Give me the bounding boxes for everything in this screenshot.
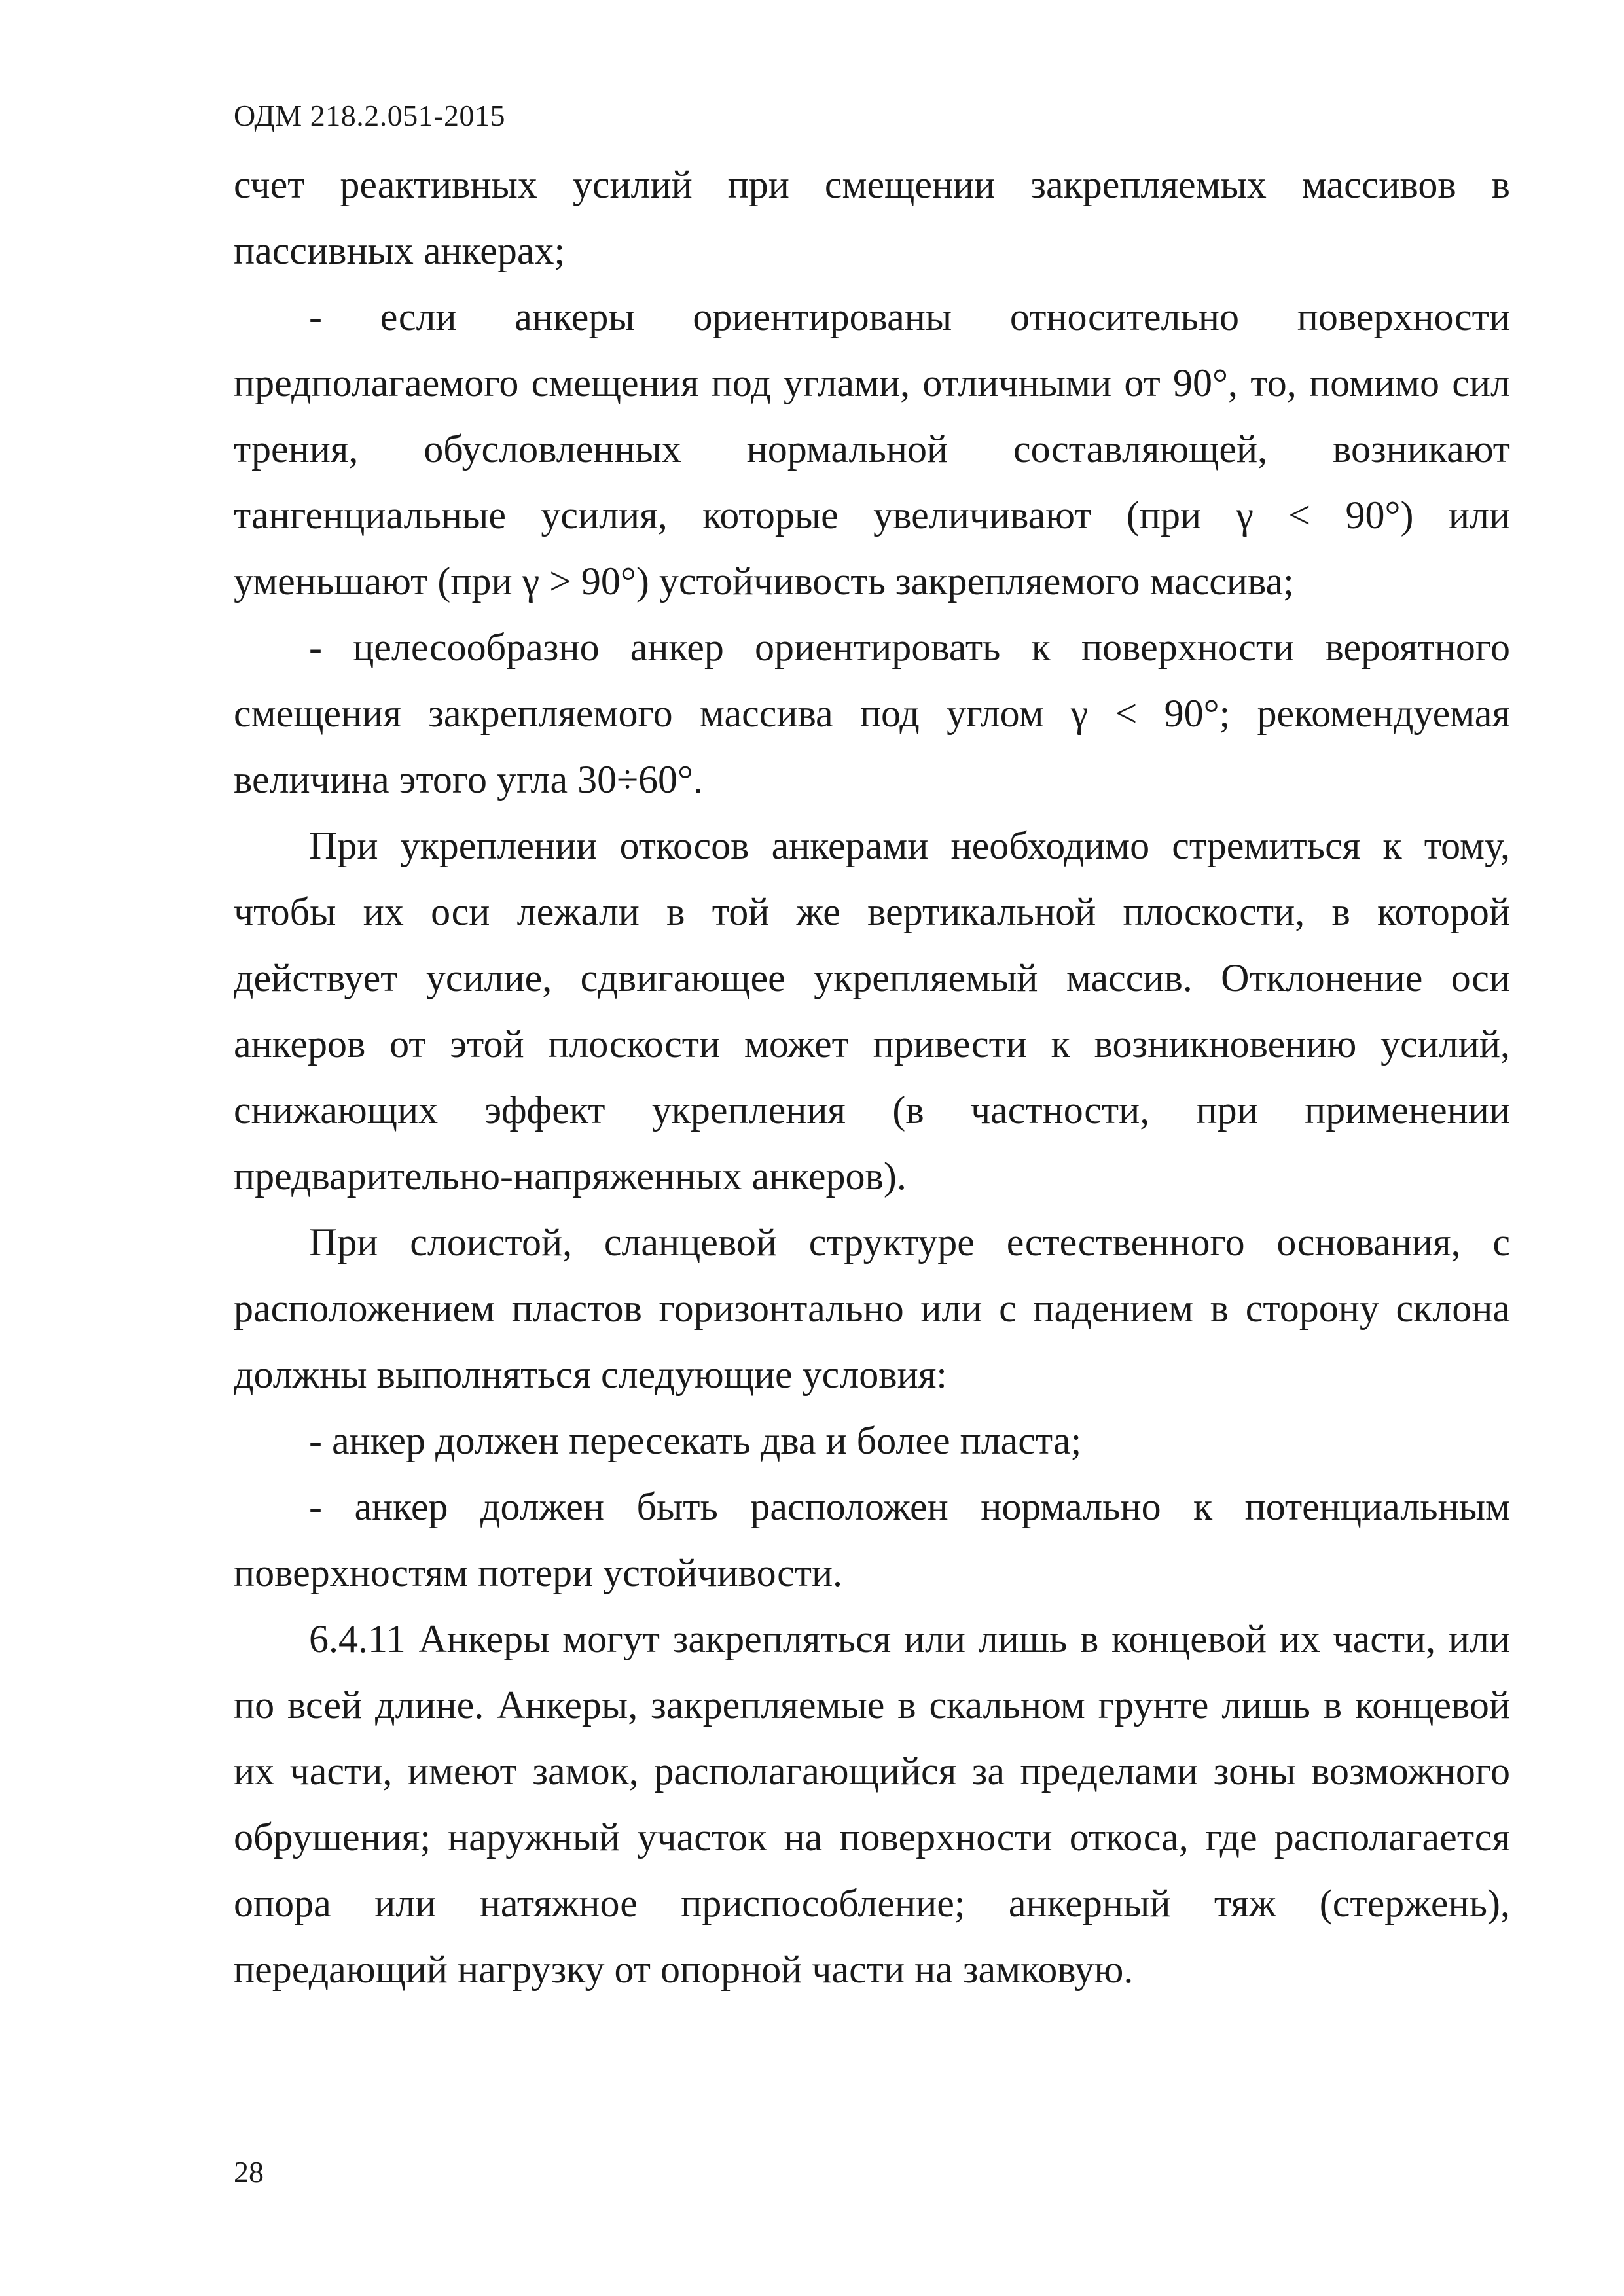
document-body xyxy=(234,152,1510,2003)
paragraph-continuation: счет реактивных усилий при смещении закрепляемых массивов в пассивных анкерах; xyxy=(234,163,1510,272)
page-number: 28 xyxy=(234,2155,264,2189)
paragraph-condition-2: - анкер должен быть расположен нормально к потенциальным поверхностям потери устойчивости. xyxy=(234,1485,1510,1594)
paragraph-section-6-4-11: 6.4.11 Анкеры могут закрепляться или лишь в концевой их части, или по всей длине. Анкеры, закрепляемые в скальном грунте лишь в концевой их части, имеют замок, располагающийся за пределами зоны возможного обрушения; наружный участок на поверхности откоса, где располагается опора или натяжное приспособление; анкерный тяж (стержень), передающий нагрузку от опорной части на замковую. xyxy=(234,1617,1510,1991)
paragraph-slope-reinforcement: При укреплении откосов анкерами необходимо стремиться к тому, чтобы их оси лежали в той же вертикальной плоскости, в которой действует усилие, сдвигающее укрепляемый массив. Отклонение оси анкеров от этой плоскости может привести к возникновению усилий, снижающих эффект укрепления (в частности, при применении предварительно-напряженных анкеров). xyxy=(234,824,1510,1198)
paragraph-list-item-orientation: - целесообразно анкер ориентировать к поверхности вероятного смещения закрепляемого массива под углом γ < 90°; рекомендуемая величина этого угла 30÷60°. xyxy=(234,626,1510,801)
document-code-header: ОДМ 218.2.051-2015 xyxy=(234,99,506,132)
paragraph-list-item-angle: - если анкеры ориентированы относительно поверхности предполагаемого смещения под углами, отличными от 90°, то, помимо сил трения, обусловленных нормальной составляющей, возникают тангенциальные усилия, которые увеличивают (при γ < 90°) или уменьшают (при γ > 90°) устойчивость закрепляемого массива; xyxy=(234,295,1510,603)
paragraph-layered-structure: При слоистой, сланцевой структуре естественного основания, с расположением пластов горизонтально или с падением в сторону склона должны выполняться следующие условия: xyxy=(234,1221,1510,1396)
paragraph-condition-1: - анкер должен пересекать два и более пласта; xyxy=(309,1419,1082,1462)
